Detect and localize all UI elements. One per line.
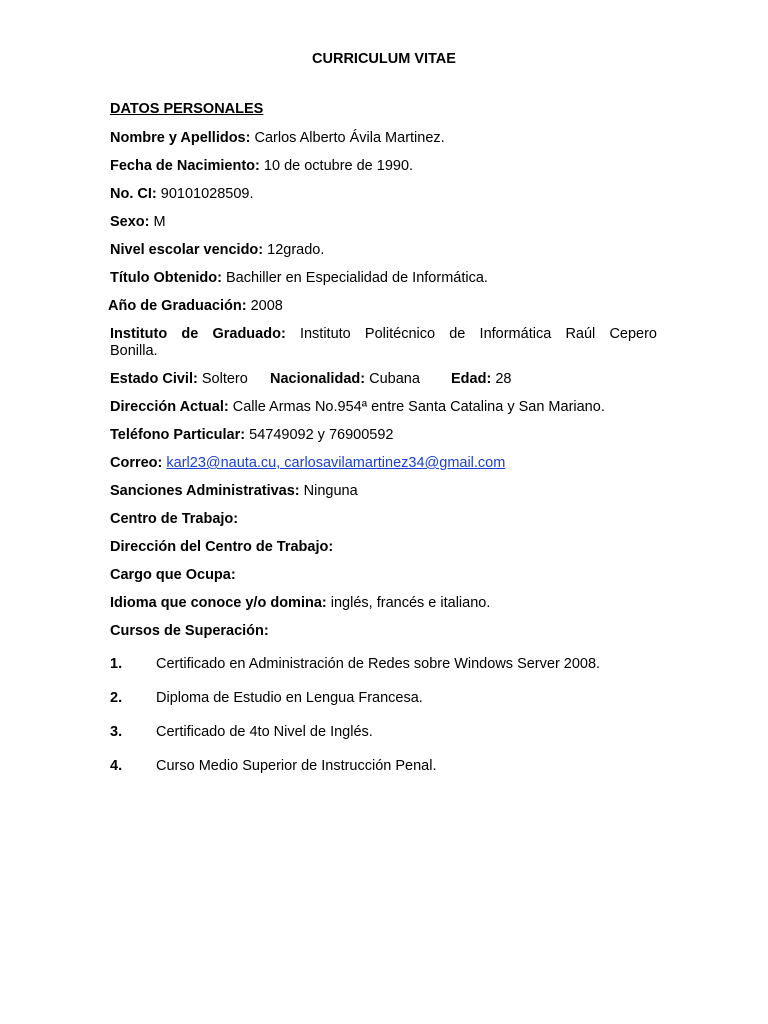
field-value: M: [153, 214, 166, 230]
field-label: Instituto de Graduado:: [110, 326, 286, 342]
field-value: Cubana: [369, 371, 420, 387]
field-instituto: [110, 326, 657, 343]
field-value: 54749092 y 76900592: [249, 427, 394, 443]
field-label: Año de Graduación:: [108, 298, 247, 314]
course-item: Curso Medio Superior de Instrucción Penal.: [156, 758, 437, 774]
course-number: 4.: [110, 758, 123, 774]
field-value: inglés, francés e italiano.: [330, 595, 491, 611]
field-estado-nacionalidad-edad: [110, 371, 248, 388]
field-cargo: Cargo que Ocupa:: [110, 567, 236, 583]
field-value: 12grado.: [267, 242, 325, 258]
email-link[interactable]: karl23@nauta.cu, carlosavilamartinez34@gmail.com: [166, 455, 506, 471]
field-centro-trabajo: Centro de Trabajo:: [110, 511, 239, 527]
field-value: Ninguna: [303, 483, 358, 499]
field-telefono: [110, 427, 393, 444]
field-label: Nivel escolar vencido:: [110, 242, 264, 258]
field-sexo: [110, 214, 166, 231]
field-titulo: [110, 270, 488, 287]
field-label: Título Obtenido:: [110, 270, 222, 286]
field-instituto-continuation: Bonilla.: [110, 343, 158, 359]
field-label: Estado Civil:: [110, 371, 198, 387]
field-edad: [451, 371, 511, 388]
field-value: 2008: [250, 298, 283, 314]
field-value: 90101028509.: [160, 186, 254, 202]
course-item: Certificado en Administración de Redes sobre Windows Server 2008.: [156, 656, 601, 672]
field-label: Teléfono Particular:: [110, 427, 246, 443]
field-value: Bachiller en Especialidad de Informática.: [225, 270, 488, 286]
field-cursos-heading: Cursos de Superación:: [110, 623, 269, 639]
field-sanciones: [110, 483, 358, 500]
field-value: 10 de octubre de 1990.: [263, 158, 414, 174]
field-label: Nombre y Apellidos:: [110, 130, 251, 146]
field-value: Carlos Alberto Ávila Martinez.: [254, 130, 445, 146]
field-nacionalidad: [270, 371, 420, 388]
field-label: Sanciones Administrativas:: [110, 483, 300, 499]
field-nivel-escolar: [110, 242, 324, 259]
course-number: 1.: [110, 656, 123, 672]
course-number: 2.: [110, 690, 123, 706]
field-label: Nacionalidad:: [270, 371, 366, 387]
course-item: Certificado de 4to Nivel de Inglés.: [156, 724, 373, 740]
field-label: Sexo:: [110, 214, 150, 230]
field-value: 28: [495, 371, 512, 387]
document-title: CURRICULUM VITAE: [312, 51, 456, 67]
field-value: Calle Armas No.954ª entre Santa Catalina y San Mariano.: [232, 399, 605, 415]
section-heading-datos-personales: DATOS PERSONALES: [110, 101, 264, 117]
field-nombre: [110, 130, 445, 147]
field-direccion-centro: Dirección del Centro de Trabajo:: [110, 539, 334, 555]
field-correo: [110, 455, 505, 472]
field-label: Idioma que conoce y/o domina:: [110, 595, 327, 611]
course-item: Diploma de Estudio en Lengua Francesa.: [156, 690, 423, 706]
field-ci: [110, 186, 254, 203]
field-label: No. CI:: [110, 186, 157, 202]
field-label: Correo:: [110, 455, 163, 471]
field-label: Dirección Actual:: [110, 399, 229, 415]
field-label: Fecha de Nacimiento:: [110, 158, 260, 174]
field-label: Edad:: [451, 371, 492, 387]
field-direccion: [110, 399, 605, 416]
field-idioma: [110, 595, 490, 612]
field-value: Instituto Politécnico de Informática Raúl Cepero: [299, 326, 658, 342]
field-fecha-nacimiento: [110, 158, 413, 175]
field-value: Soltero: [201, 371, 248, 387]
course-number: 3.: [110, 724, 123, 740]
field-graduacion: [108, 298, 283, 315]
